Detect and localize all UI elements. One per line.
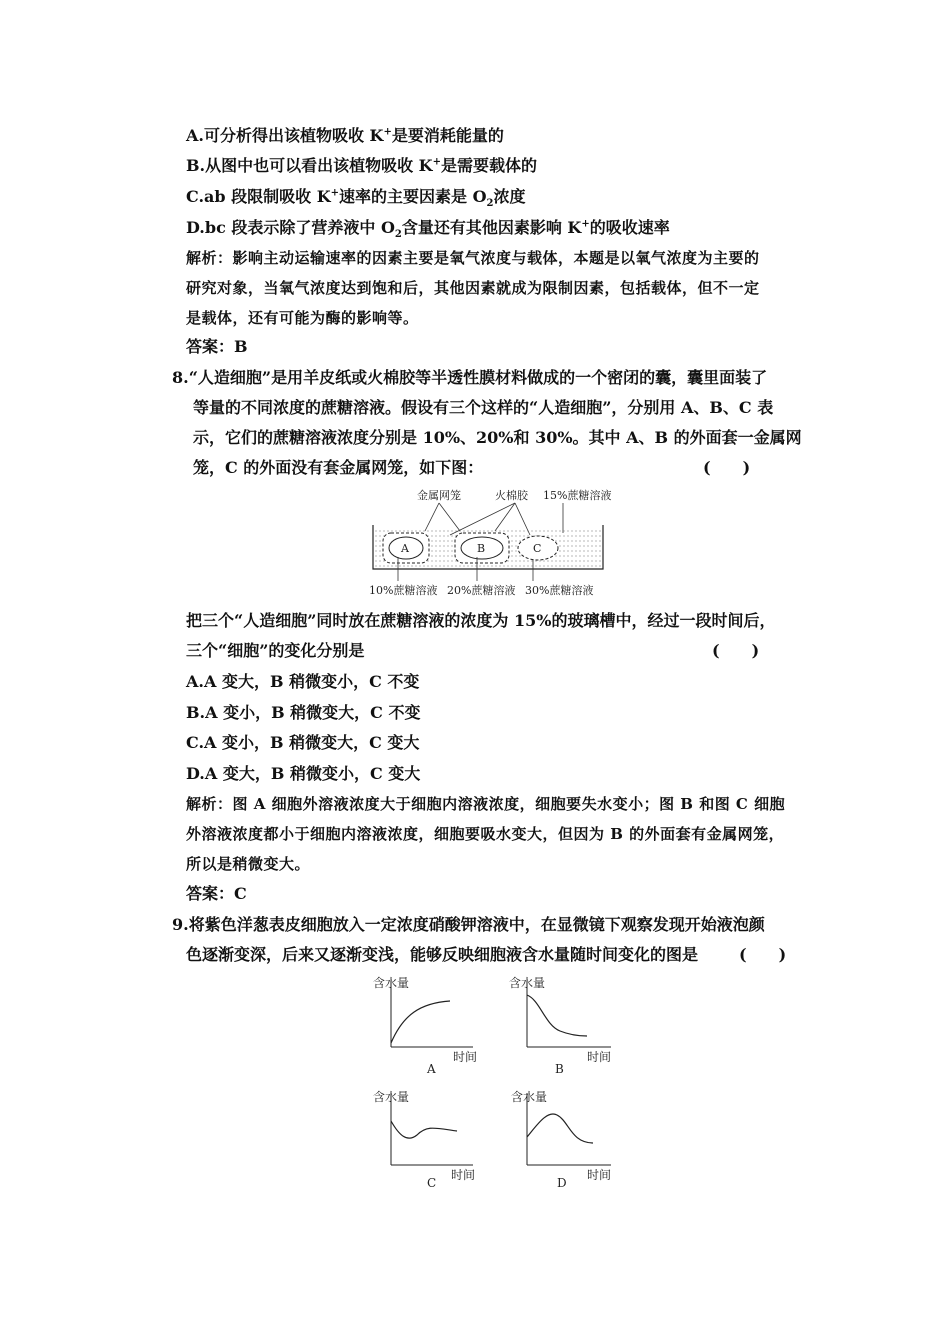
q8-explanation-line-3: 所以是稍微变大。: [186, 855, 311, 873]
q7-option-d-text-mid: 含量还有其他因素影响 K: [401, 218, 582, 237]
graph-a-curve: [391, 1001, 450, 1043]
q7-option-c-text: C.ab 段限制吸收 K: [186, 187, 331, 206]
cell-b-label: B: [477, 542, 486, 555]
q8-stem-line-4: 笼，C 的外面没有套金属网笼，如下图：: [193, 458, 484, 477]
q7-option-b-text: B.从图中也可以看出该植物吸收 K: [186, 156, 433, 175]
q8-option-b: B.A 变小，B 稍微变大，C 不变: [186, 703, 421, 722]
q8-explanation-line-2: 外溶液浓度都小于细胞内溶液浓度，细胞要吸水变大，但因为 B 的外面套有金属网笼，: [186, 825, 785, 843]
superscript: +: [581, 218, 590, 230]
graph-b-curve: [527, 995, 587, 1036]
subscript: 2: [394, 229, 402, 241]
q8-stem-line-2: 等量的不同浓度的蔗糖溶液。假设有三个这样的“人造细胞”，分别用 A、B、C 表: [193, 398, 774, 417]
graph-a: [373, 975, 477, 1076]
graph-b-name: B: [555, 1062, 564, 1076]
q8-answer: 答案：C: [186, 884, 247, 903]
q7-explanation-line-2: 研究对象，当氧气浓度达到饱和后，其他因素就成为限制因素，包括载体，但不一定: [186, 279, 760, 297]
q7-option-d-text-end: 的吸收速率: [589, 218, 670, 237]
graph-c-ylabel: 含水量: [373, 1090, 410, 1104]
q8-option-d: D.A 变大，B 稍微变小，C 变大: [186, 764, 421, 783]
label-collodion: 火棉胶: [495, 489, 528, 502]
graph-c-curve: [391, 1121, 457, 1138]
q8-question-blank: ( ): [712, 641, 760, 660]
q8-question-line-1: 把三个“人造细胞”同时放在蔗糖溶液的浓度为 15%的玻璃槽中，经过一段时间后，: [186, 611, 776, 630]
q7-option-d-text: D.bc 段表示除了营养液中 O: [186, 218, 395, 237]
label-c-solution: 30%蔗糖溶液: [525, 584, 594, 597]
q7-option-b: [186, 155, 537, 177]
q9-stem-line-1: 9.将紫色洋葱表皮细胞放入一定浓度硝酸钾溶液中，在显微镜下观察发现开始液泡颜: [172, 915, 765, 934]
q8-stem-line-1: 8.“人造细胞”是用羊皮纸或火棉胶等半透性膜材料做成的一个密闭的囊，囊里面装了: [172, 368, 768, 387]
graph-b: [509, 975, 611, 1076]
q7-explanation-line-3: 是载体，还有可能为酶的影响等。: [186, 309, 419, 327]
artificial-cell-figure: [365, 485, 625, 605]
graph-d-xlabel: 时间: [587, 1168, 612, 1182]
q7-answer: 答案：B: [186, 337, 248, 356]
superscript: +: [432, 156, 441, 168]
q7-option-c-text-end: 浓度: [493, 187, 526, 206]
q7-option-d: [186, 217, 670, 239]
graph-a-xlabel: 时间: [453, 1050, 478, 1064]
q7-option-a-text-end: 是要消耗能量的: [391, 126, 504, 145]
label-metal-cage: 金属网笼: [417, 489, 461, 502]
q8-explanation-line-1: 解析：图 A 细胞外溶液浓度大于细胞内溶液浓度，细胞要失水变小；图 B 和图 C 细胞: [186, 795, 786, 813]
water-content-graphs: [365, 975, 625, 1195]
q8-answer-blank: ( ): [703, 458, 751, 477]
q7-option-c: [186, 186, 526, 208]
label-b-solution: 20%蔗糖溶液: [447, 584, 516, 597]
graph-a-ylabel: 含水量: [373, 976, 410, 990]
q7-option-a-text: A.可分析得出该植物吸收 K: [186, 126, 384, 145]
cell-a-label: A: [401, 542, 409, 555]
q8-option-a: A.A 变大，B 稍微变小，C 不变: [186, 672, 420, 691]
q8-question-line-2: 三个“细胞”的变化分别是: [186, 641, 365, 660]
q8-stem-line-3: 示，它们的蔗糖溶液浓度分别是 10%、20%和 30%。其中 A、B 的外面套一金属网: [193, 428, 802, 447]
label-outer-solution: 15%蔗糖溶液: [543, 489, 612, 502]
graph-d-curve: [527, 1114, 593, 1143]
graph-d: [511, 1089, 611, 1190]
q9-stem-line-2: 色逐渐变深，后来又逐渐变浅，能够反映细胞液含水量随时间变化的图是: [186, 945, 699, 964]
graph-c-name: C: [427, 1176, 437, 1190]
graph-c-xlabel: 时间: [451, 1168, 476, 1182]
graph-c: [373, 1089, 475, 1190]
q7-explanation-line-1: 解析：影响主动运输速率的因素主要是氧气浓度与载体，本题是以氧气浓度为主要的: [186, 249, 760, 267]
graph-a-name: A: [427, 1062, 436, 1076]
label-a-solution: 10%蔗糖溶液: [369, 584, 438, 597]
q7-option-b-text-end: 是需要载体的: [440, 156, 537, 175]
q7-option-a: [186, 125, 504, 147]
graph-d-name: D: [557, 1176, 567, 1190]
graph-b-ylabel: 含水量: [509, 976, 546, 990]
q7-option-c-text-mid: 速率的主要因素是 O: [339, 187, 487, 206]
q9-answer-blank: ( ): [739, 945, 787, 964]
graph-d-ylabel: 含水量: [511, 1090, 548, 1104]
q8-option-c: C.A 变小，B 稍微变大，C 变大: [186, 733, 420, 752]
superscript: +: [330, 187, 340, 199]
superscript: +: [383, 126, 392, 138]
graph-b-xlabel: 时间: [587, 1050, 612, 1064]
subscript: 2: [486, 198, 494, 210]
cell-c-label: C: [533, 542, 542, 555]
